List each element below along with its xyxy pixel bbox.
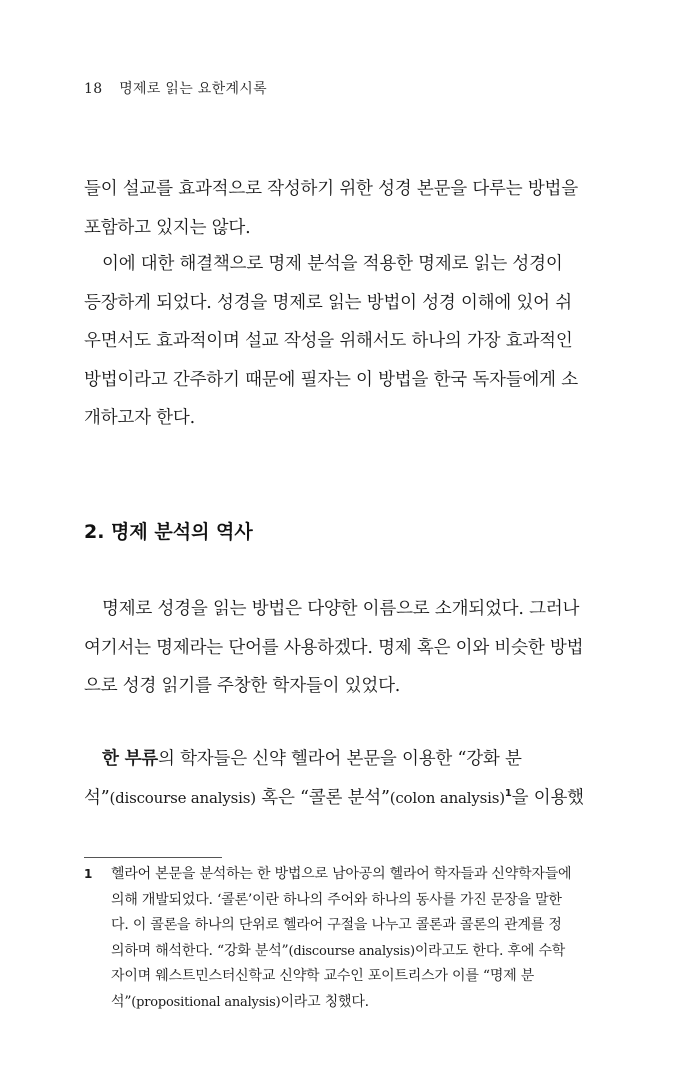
- footnote-text-3: 이라고 칭했다.: [280, 993, 369, 1010]
- paragraph-4-text-3: 을 이용했: [511, 787, 584, 808]
- running-header: [84, 78, 267, 98]
- paragraph-4-text-2: 혹은 “콜론 분석”: [255, 787, 390, 808]
- footnote-reference[interactable]: 1: [504, 787, 512, 799]
- footnote-latin-1: (discourse analysis): [288, 943, 415, 959]
- body-paragraph-3: 명제로 성경을 읽는 방법은 다양한 이름으로 소개되었다. 그러나 여기서는 명제라는 단어를 사용하겠다. 명제 혹은 이와 비슷한 방법으로 성경 읽기를 주창한 학자들이 있었다.: [84, 599, 584, 696]
- footnote-divider: [84, 857, 222, 858]
- footnote: [84, 862, 574, 1015]
- paragraph-4-latin-1: (discourse analysis): [109, 788, 256, 807]
- footnote-text-1: 헬라어 본문을 분석하는 한 방법으로 남아공의 헬라어 학자들과 신약학자들에 의해 개발되었다. ‘콜론’이란 하나의 주어와 하나의 동사를 가진 문장을 말한다. 이 콜론을 하나의 단위로 헬라어 구절을 나누고 콜론과 콜론의 관계를 정의하며 해석한다. “강화 분석”: [111, 866, 572, 959]
- body-paragraph-4: [84, 740, 584, 817]
- body-paragraph-1: 들이 설교를 효과적으로 작성하기 위한 성경 본문을 다루는 방법을 포함하고 있지는 않다.: [84, 179, 578, 238]
- paragraph-4-latin-2: (colon analysis): [389, 788, 505, 807]
- body-paragraph-2: 이에 대한 해결책으로 명제 분석을 적용한 명제로 읽는 성경이 등장하게 되었다. 성경을 명제로 읽는 방법이 성경 이해에 있어 쉬우면서도 효과적이며 설교 작성을 위해서도 하나의 가장 효과적인 방법이라고 간주하기 때문에 필자는 이 방법을 한국 독자들에게 소개하고자 한다.: [84, 254, 578, 428]
- running-title: 명제로 읽는 요한계시록: [119, 81, 267, 97]
- footnote-latin-2: (propositional analysis): [131, 994, 281, 1010]
- footnote-text-2: 이라고도 한다. 후에 수학자이며 웨스트민스터신학교 신약학 교수인 포이트리스가 이를 “명제 분석”: [111, 942, 566, 1010]
- section-heading: 2. 명제 분석의 역사: [84, 521, 253, 543]
- footnote-text: [111, 862, 574, 1015]
- bold-lead-term: 한 부류: [102, 749, 159, 769]
- footnote-number: 1: [84, 867, 93, 881]
- page-number: 18: [84, 81, 103, 97]
- paragraph-4-text-1: 의 학자들은 신약 헬라어 본문을 이용한 “강화 분석”: [84, 749, 522, 808]
